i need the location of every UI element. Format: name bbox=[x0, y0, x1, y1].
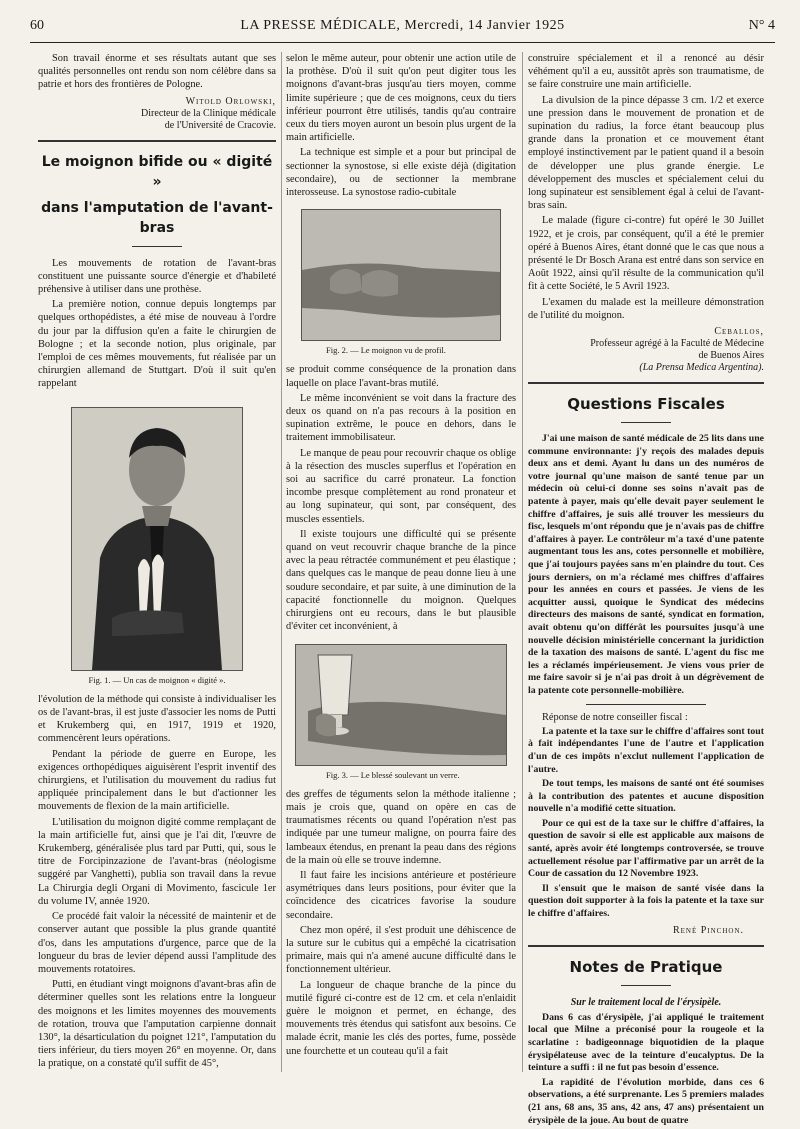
page-header bbox=[30, 18, 775, 40]
paragraph: La patente et la taxe sur le chiffre d'affaires sont tout à fait indépendantes l'une de l'autre et l'application d'un de ces impôts n'exclut nullement l'application de l'autre. bbox=[528, 725, 764, 775]
paragraph: Pendant la période de guerre en Europe, les exigences orthopédiques aiguisèrent l'esprit inventif des chirurgiens, et l'utilisation du mouvement du radius fut appliquée principalement dans le but d'actionner les mouvements de flexion de la main artificielle. bbox=[38, 748, 276, 813]
paragraph: Le même inconvénient se voit dans la fracture des deux os quand on n'a pas recours à la position en supination extrême, le pouce en dehors, dans le traitement immobilisateur. bbox=[286, 392, 516, 444]
questions-fiscales-body bbox=[528, 433, 764, 697]
author-title: Directeur de la Clinique médicale bbox=[141, 107, 276, 119]
paragraph: Les mouvements de rotation de l'avant-bras constituent une puissante source d'énergie et d'habileté préhensive à utiliser dans une prothèse. bbox=[38, 257, 276, 296]
figure-2-photo bbox=[301, 209, 501, 341]
paragraph: Dans 6 cas d'érysipèle, j'ai appliqué le traitement local que Milne a préconisé pour la rougeole et la scarlatine : badigeonnage biquotidien de la plaque érysipélateuse avec de la teinture d'eucalyptus. De la teinture a suffi : il ne fut pas besoin d'essence. bbox=[528, 1011, 764, 1074]
paragraph: Chez mon opéré, il s'est produit une déhiscence de la suture sur le cubitus qui a empêché la cicatrisation primaire, mais qui n'a amené aucune difficulté dans le fonctionnement ultérieur. bbox=[286, 924, 516, 976]
author-name: Ceballos, bbox=[714, 326, 764, 338]
fiscal-signature bbox=[528, 925, 744, 937]
paragraph: De tout temps, les maisons de santé ont été soumises à la contribution des patentes et aucune disposition nouvelle n'a modifié cette situation. bbox=[528, 778, 764, 815]
section-rule bbox=[528, 945, 764, 947]
figure-3-photo bbox=[295, 644, 507, 766]
notes-body bbox=[528, 1012, 764, 1127]
answer-body bbox=[528, 726, 764, 921]
section-title-questions-fiscales: Questions Fiscales bbox=[567, 395, 725, 414]
title-rule bbox=[621, 985, 671, 986]
source-note: (La Prensa Medica Argentina). bbox=[639, 362, 764, 374]
section-rule bbox=[38, 140, 276, 142]
paragraph: Putti, en étudiant vingt moignons d'avant-bras afin de déterminer quelles sont les relations entre la longueur des moignons et les limites moyennes des mouvements de rotation, trouva que l'amputation carpienne donnait 130°, la désarticulation du poignet 121°, l'amputation du tiers inférieur, du tiers moyen 26° en moyenne. Or, dans la pratique, on a constaté qu'il suffit de 45°, bbox=[38, 979, 276, 1070]
column-divider bbox=[281, 52, 282, 1072]
figure-3-caption: Fig. 3. — Le blessé soulevant un verre. bbox=[326, 769, 460, 780]
paragraph: selon le même auteur, pour obtenir une action utile de la prothèse. D'où il suit qu'on peut digiter tous les moignons d'avant-bras jusqu'au tiers moyen, comme limite supérieure ; que de ces moignons, ceux du tiers inférieur pourront être utilisés, tandis qu'au contraire ceux du tiers moyen auront un besoin plus urgent de la main artificielle. bbox=[286, 53, 516, 144]
paragraph: Il existe toujours une difficulté qui se présente quand on veut recouvrir chaque branche de la pince avec la peau rétractée communément et peu élastique ; dans quelques cas le manque de peau donne lieu à une soudure secondaire, et par suite, à une diminution de la capacité fonctionnelle du moignon. Quelques chirurgiens ont eu recours, dans le but plausible d'éviter cet inconvénient, à bbox=[286, 528, 516, 633]
section-rule bbox=[528, 382, 764, 384]
paragraph: Il faut faire les incisions antérieure et postérieure asymétriques dans leurs positions, pour éviter que la coïncidence des cicatrices favorise la soudure secondaire. bbox=[286, 869, 516, 921]
answer-intro: Réponse de notre conseiller fiscal : bbox=[542, 711, 688, 723]
paragraph: L'examen du malade est la meilleure démonstration de l'utilité du moignon. bbox=[528, 296, 764, 321]
header-rule bbox=[30, 42, 775, 43]
paragraph: des greffes de téguments selon la méthode italienne ; mais je crois que, quand on opère en cas de traumatismes récents ou quand l'opération n'est pas indiquée par une tumeur maligne, on pourra faire des lambeaux étendus, en prenant la peau dans des régions de la main où elle se trouve indemne. bbox=[286, 788, 516, 866]
journal-title: LA PRESSE MÉDICALE, Mercredi, 14 Janvier 1925 bbox=[240, 18, 565, 33]
paragraph: Il s'ensuit que le maison de santé visée dans la question doit supporter à la fois la patente et la taxe sur le chiffre d'affaires. bbox=[528, 882, 764, 920]
section-title-notes-de-pratique: Notes de Pratique bbox=[569, 957, 723, 976]
page-number: 60 bbox=[30, 18, 44, 33]
paragraph: Pour ce qui est de la taxe sur le chiffre d'affaires, la question de savoir si elle est applicable aux maisons de santé, après avoir été longtemps controversée, se trouve actuellement résolue par l'affirmative par un arrêt de la Cour de cassation du 12 Novembre 1923. bbox=[528, 817, 764, 880]
figure-1-caption: Fig. 1. — Un cas de moignon « digité ». bbox=[88, 674, 226, 685]
author-affiliation: de l'Université de Cracovie. bbox=[164, 119, 276, 131]
paragraph: Son travail énorme et ses résultats autant que ses qualités personnelles ont rendu son nom célèbre dans sa patrie et hors des frontières de Pologne. bbox=[38, 53, 276, 91]
signature-block bbox=[528, 326, 764, 374]
column-2 bbox=[286, 52, 516, 1060]
stump-profile-illustration bbox=[302, 210, 500, 340]
article-title-line-2: dans l'amputation de l'avant-bras bbox=[41, 199, 273, 236]
paragraph: l'évolution de la méthode qui consiste à individualiser les os de l'avant-bras, il est juste d'associer les noms de Putti et Krukemberg qui, en 1917, 1919 et 1920, commencèrent leurs opérations. bbox=[38, 693, 276, 745]
paragraph: Le manque de peau pour recouvrir chaque os oblige à la résection des muscles superflus et l'opération en soi au sacrifice du carré pronateur. La fonction incombe presque complètement au rond pronateur et au long supinateur, qui sont, par conséquent, des muscles essentiels. bbox=[286, 447, 516, 525]
author-name: René Pinchon. bbox=[672, 924, 744, 936]
patient-lifting-glass-illustration bbox=[296, 645, 506, 765]
author-affiliation: de Buenos Aires bbox=[698, 350, 764, 362]
paragraph: La première notion, connue depuis longtemps par quelques orthopédistes, a été mise de nouveau à l'ordre du jour par la diffusion qu'en a faite le chirurgien de Bologne ; et la seconde notion, plus originale, par l'emploi de ces mêmes mouvements, fut réalisée par un chirurgien allemand de Stuttgart. D'où il suit qu'en rappelant bbox=[38, 299, 276, 390]
column-1 bbox=[38, 52, 276, 1073]
paragraph: La divulsion de la pince dépasse 3 cm. 1/2 et exerce une pression dans le mouvement de pronation et de supination du radius, la force étant beaucoup plus grande dans la pronation et ce mouvement étant employé instinctivement par le patient quand il a besoin de développer une plus grande énergie. Le développement des muscles et spécialement celui du long supinateur est sensiblement égal à celui de l'avant-bras sain. bbox=[528, 94, 764, 212]
paragraph: L'utilisation du moignon digité comme remplaçant de la main artificielle fut, ainsi que je l'ai dit, l'œuvre de Krukemberg, généralisée plus tard par Putti, qui, sous le titre de Forcipinzazione de l'avant-bras (néologisme suggéré par Vanghetti), publia son travail dans la revue La Chirurgia degli Organi di Movimento, fascicule 1er du volume IV, année 1920. bbox=[38, 816, 276, 907]
figure-2-caption: Fig. 2. — Le moignon vu de profil. bbox=[326, 345, 446, 356]
notes-subtitle: Sur le traitement local de l'érysipèle. bbox=[570, 996, 722, 1008]
divider bbox=[586, 704, 706, 705]
figure-1-photo bbox=[71, 407, 243, 671]
paragraph: La longueur de chaque branche de la pince du mutilé figuré ci-contre est de 12 cm. et cela n'enlaidit guère le moignon et permet, en échange, des mouvements très étendus qui satisfont aux besoins. Ce malade écrit, manie les clés des portes, fume, possède une fourchette et un couteau qu'il a fait bbox=[286, 979, 516, 1057]
column-3 bbox=[528, 52, 764, 1129]
article-title-line-1: Le moignon bifide ou « digité » bbox=[41, 153, 273, 190]
title-rule bbox=[621, 422, 671, 423]
paragraph: construire spécialement et il a renoncé au désir véhément qu'il a eu, aussitôt après son traumatisme, de se faire construire une main artificielle. bbox=[528, 53, 764, 91]
paragraph: Ce procédé fait valoir la nécessité de maintenir et de conserver autant que possible la plus grande quantité d'os, dans les amputations d'urgence, parce que de la longueur du bras de levier dépend aussi l'amplitude des mouvements rotatoires. bbox=[38, 911, 276, 975]
author-title: Professeur agrégé à la Faculté de Médecine bbox=[590, 338, 764, 350]
signature-block bbox=[38, 96, 276, 132]
man-with-digit-stump-illustration bbox=[72, 408, 242, 670]
column-divider bbox=[522, 52, 523, 1072]
paragraph: J'ai une maison de santé médicale de 25 lits dans une commune environnante: j'y reçois des malades depuis deux ans et demi. Ayant lu dans un des numéros de votre journal qu'une maison de santé tenue par un médecin où celui-ci donne ses soins n'avait pas de patente à payer, mais qu'elle devait payer seulement le chiffre d'affaires, je suis allé trouver les messieurs du fisc, lesquels m'ont répondu que je n'avais pas de chiffre d'affaires à payer. Le contrôleur m'a taxé d'une patente augmentant tous les ans, cotes personnelle et mobilière, que j'ai toujours payées sans m'en plaindre du tout. Ces jours derniers, on m'a réclamé mes chiffres d'affaires pour les années en cours et passées. Je viens de les acquitter aussi, quoique le Syndicat des médecins directeurs des maisons de santé, syndicat en formation, avait obtenu qu'on différât les poursuites jusqu'à une nouvelle décision ministérielle concernant la juridiction de la taxation des maisons de santé. L'agent du fisc me les a réclamés impérieusement. Je viens vous prier de me faire savoir si je n'ai pas droit à un dégrèvement de la patente cote personnelle-mobilière. bbox=[528, 433, 764, 696]
author-name: Witold Orlowski, bbox=[185, 95, 276, 107]
paragraph: La technique est simple et a pour but principal de sectionner la synostose, si elle existe déjà (digitation secondaire), ou de sectionner la membrane interosseuse. La synostose radio-cubitale bbox=[286, 147, 516, 199]
paragraph: Le malade (figure ci-contre) fut opéré le 30 Juillet 1922, et je crois, par conséquent, qu'il a été le premier opéré à Buenos Aires, étant donné que le cas que nous a présenté le Dr Bosch Arana est entré dans son service en Août 1922, ainsi qu'il résulte de la communication qu'il fit à cette Société, le 5 Avril 1923. bbox=[528, 215, 764, 293]
title-rule bbox=[132, 246, 182, 247]
paragraph: se produit comme conséquence de la pronation dans laquelle on place l'avant-bras mutilé. bbox=[286, 364, 516, 389]
issue-number: N° 4 bbox=[748, 18, 775, 33]
paragraph: La rapidité de l'évolution morbide, dans ces 6 observations, a été surprenante. Les 5 premiers malades (21 ans, 68 ans, 35 ans, 42 ans, 47 ans) présentaient un érysipèle de la joue. Au bout de quatre bbox=[528, 1076, 764, 1126]
